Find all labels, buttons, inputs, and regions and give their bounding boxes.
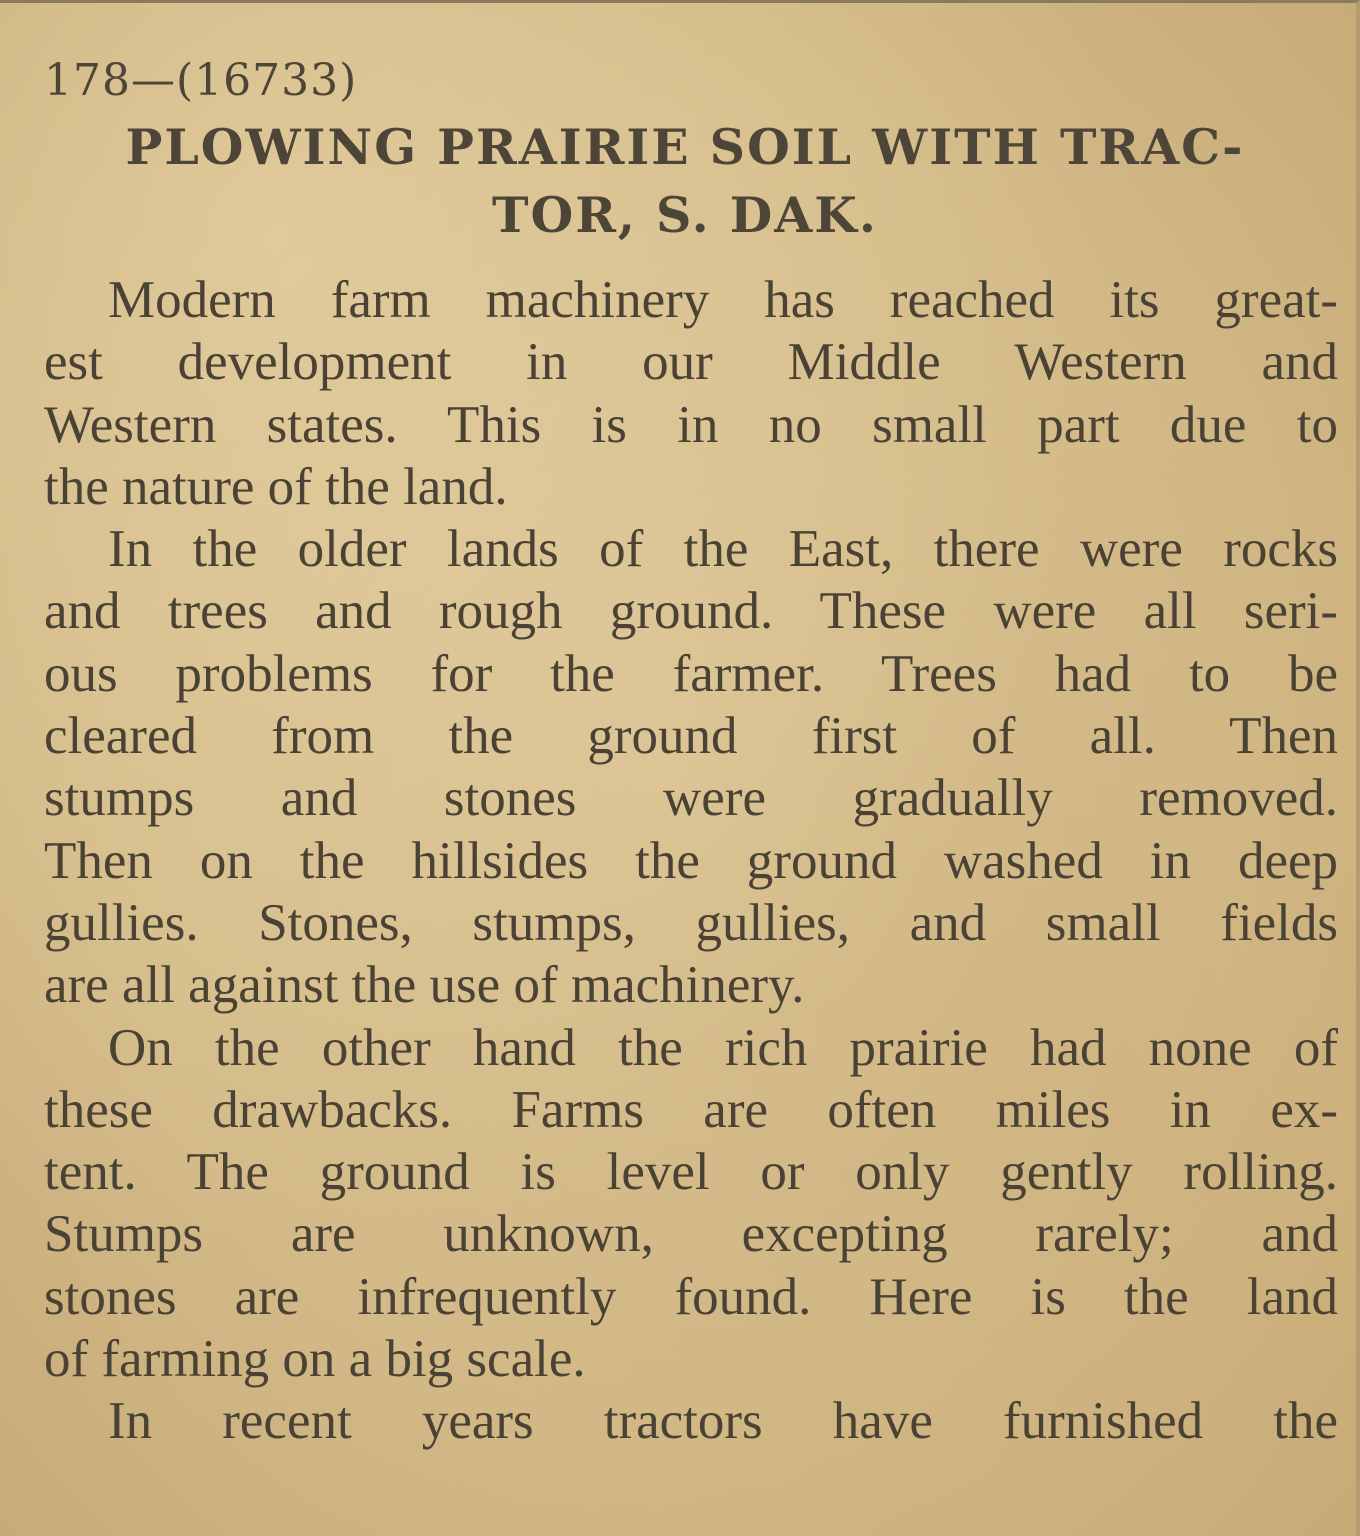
- title-line: PLOWING PRAIRIE SOIL WITH TRAC-: [125, 118, 1245, 176]
- body-line: gullies. Stones, stumps, gullies, and small fields: [44, 893, 1338, 952]
- body-line: Then on the hillsides the ground washed in deep: [44, 831, 1338, 890]
- body-line: est development in our Middle Western and: [44, 333, 1338, 392]
- body-line: On the other hand the rich prairie had none of: [108, 1018, 1338, 1077]
- body-line: and trees and rough ground. These were all seri-: [44, 582, 1338, 641]
- body-line: tent. The ground is level or only gently rolling.: [44, 1143, 1338, 1202]
- body-line: In recent years tractors have furnished the: [108, 1392, 1338, 1451]
- body-line: cleared from the ground first of all. Then: [44, 707, 1338, 766]
- body-line: stumps and stones were gradually removed.: [44, 769, 1338, 828]
- body-line: the nature of the land.: [44, 457, 508, 516]
- body-line: Western states. This is in no small part due to: [44, 395, 1338, 454]
- title-line: TOR, S. DAK.: [492, 186, 878, 244]
- body-line: of farming on a big scale.: [44, 1330, 586, 1389]
- body-line: Stumps are unknown, excepting rarely; and: [44, 1205, 1338, 1264]
- body-line: are all against the use of machinery.: [44, 956, 805, 1015]
- body-text: [44, 269, 1338, 1453]
- body-line: Modern farm machinery has reached its great-: [108, 271, 1338, 329]
- body-line: these drawbacks. Farms are often miles in ex-: [44, 1080, 1338, 1139]
- body-line: ous problems for the farmer. Trees had to be: [44, 644, 1338, 703]
- body-line: In the older lands of the East, there were rocks: [108, 520, 1338, 579]
- body-line: stones are infrequently found. Here is the land: [44, 1267, 1338, 1326]
- card-title: [40, 113, 1330, 249]
- card-number: 178—(16733): [44, 55, 358, 106]
